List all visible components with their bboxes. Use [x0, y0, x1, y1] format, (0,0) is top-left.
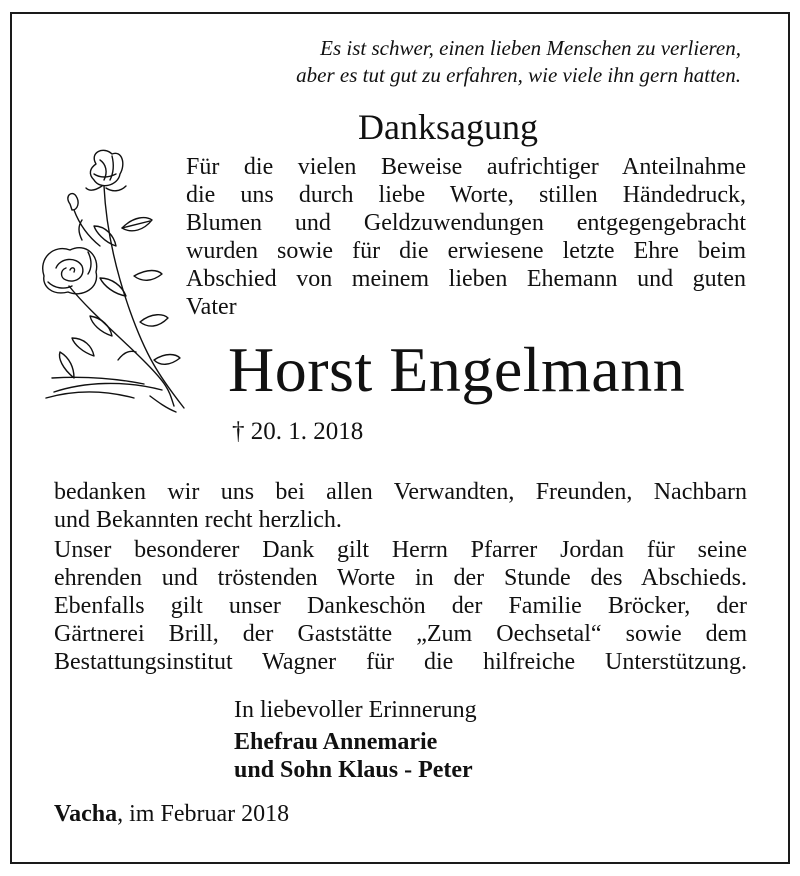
- signature-line-1: Ehefrau Annemarie: [234, 729, 438, 755]
- intro-line-2: die uns durch liebe Worte, stillen Händedruck,: [186, 182, 746, 208]
- intro-line-5: Abschied von meinem lieben Ehemann und guten: [186, 266, 746, 292]
- signature-intro: In liebevoller Erinnerung: [234, 697, 477, 723]
- closing-place: Vacha: [54, 801, 118, 827]
- thanks-line-5: Ebenfalls gilt unser Dankeschön der Familie Bröcker, der: [54, 593, 747, 619]
- thanks-line-1: bedanken wir uns bei allen Verwandten, Freunden, Nachbarn: [54, 479, 747, 505]
- thanks-line-2: und Bekannten recht herzlich.: [54, 507, 342, 533]
- closing-line: [54, 801, 289, 829]
- thanks-line-7: Bestattungsinstitut Wagner für die hilfreiche Unterstützung.: [54, 649, 747, 675]
- intro-line-6: Vater: [186, 294, 237, 320]
- heading-danksagung: Danksagung: [358, 107, 538, 147]
- rose-icon: [34, 146, 190, 416]
- deceased-name: Horst Engelmann: [228, 334, 686, 405]
- intro-line-3: Blumen und Geldzuwendungen entgegengebracht: [186, 210, 746, 236]
- closing-date: , im Februar 2018: [117, 801, 290, 827]
- motto-line-1: Es ist schwer, einen lieben Menschen zu verlieren,: [320, 36, 741, 60]
- signature-line-2: und Sohn Klaus - Peter: [234, 757, 473, 783]
- thanks-line-4: ehrenden und tröstenden Worte in der Stunde des Abschieds.: [54, 565, 747, 591]
- intro-line-4: wurden sowie für die erwiesene letzte Ehre beim: [186, 238, 746, 264]
- intro-line-1: Für die vielen Beweise aufrichtiger Anteilnahme: [186, 154, 746, 180]
- thanks-line-3: Unser besonderer Dank gilt Herrn Pfarrer Jordan für seine: [54, 537, 747, 563]
- death-date: † 20. 1. 2018: [232, 418, 364, 445]
- motto-line-2: aber es tut gut zu erfahren, wie viele ihn gern hatten.: [296, 63, 741, 87]
- thanks-line-6: Gärtnerei Brill, der Gaststätte „Zum Oechsetal“ sowie dem: [54, 621, 747, 647]
